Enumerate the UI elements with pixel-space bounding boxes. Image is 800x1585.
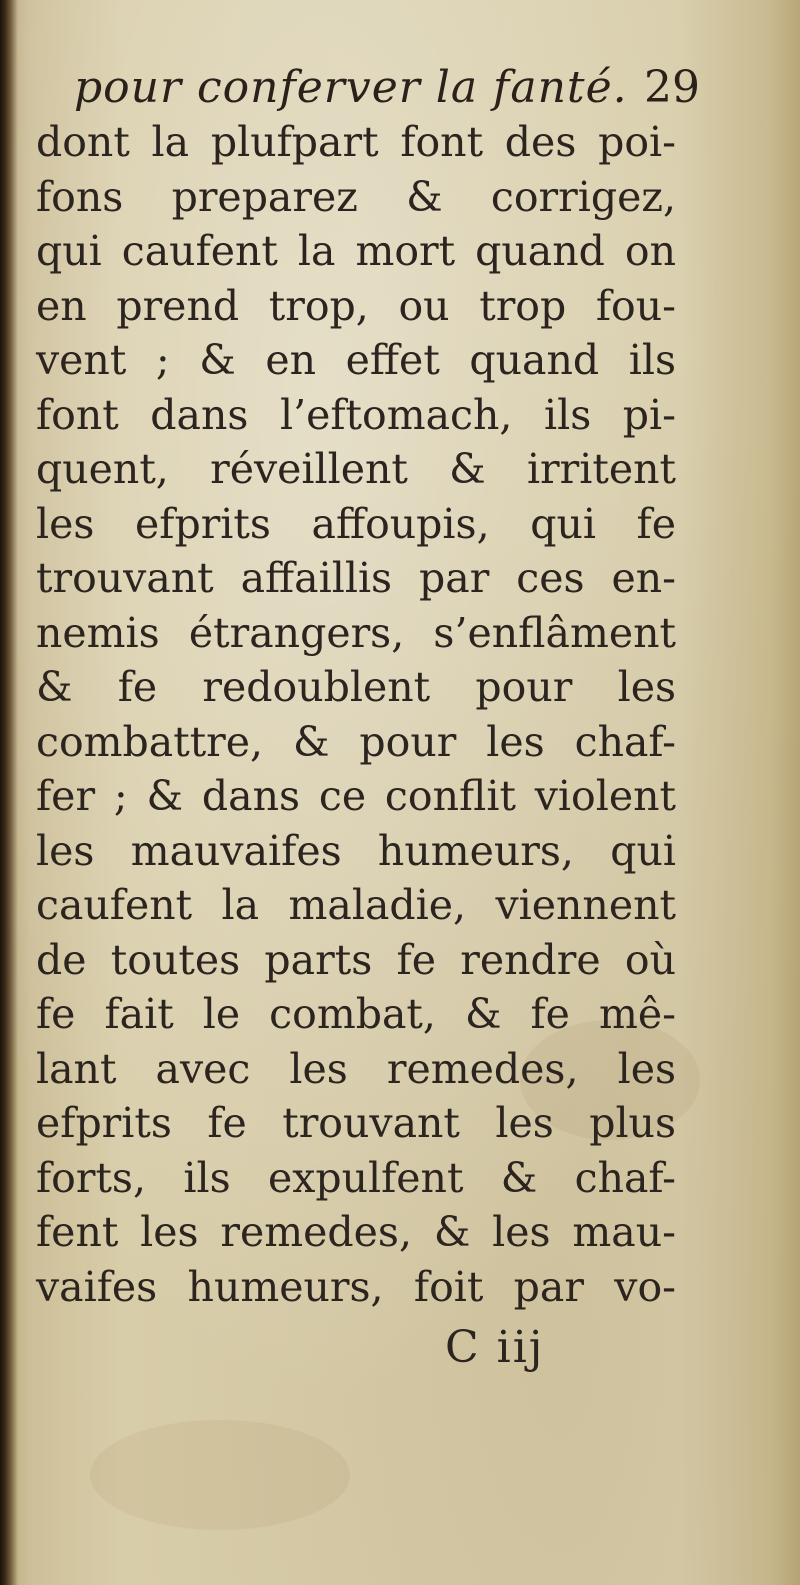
paper-stain — [90, 1420, 350, 1530]
text-line: dont la plufpart font des poi- — [36, 118, 676, 166]
text-line: lant avec les remedes, les — [36, 1044, 676, 1093]
text-line: fer ; & dans ce conflit violent — [36, 772, 676, 820]
page-binding-edge — [0, 0, 18, 1585]
text-line: fons preparez & corrigez, — [36, 172, 676, 221]
text-line: fe fait le combat, & fe mê- — [36, 990, 676, 1038]
text-line: quent, réveillent & irritent — [36, 445, 676, 493]
running-head: pour conferver la fanté. — [74, 62, 628, 113]
text-line: caufent la maladie, viennent — [36, 881, 676, 929]
page-header — [60, 62, 700, 120]
text-line: qui caufent la mort quand on — [36, 227, 676, 275]
text-line: efprits fe trouvant les plus — [36, 1099, 676, 1147]
text-line: vent ; & en effet quand ils — [36, 336, 676, 384]
text-line: les mauvaifes humeurs, qui — [36, 826, 676, 875]
body-text — [36, 115, 676, 1314]
text-line: de toutes parts fe rendre où — [36, 935, 676, 984]
text-line: nemis étrangers, s’enflâment — [36, 608, 676, 657]
text-line: fent les remedes, & les mau- — [36, 1208, 676, 1256]
text-line: en prend trop, ou trop fou- — [36, 281, 676, 330]
text-line: combattre, & pour les chaf- — [36, 717, 676, 766]
text-line: vaifes humeurs, foit par vo- — [36, 1262, 676, 1311]
text-line: les efprits affoupis, qui fe — [36, 499, 676, 548]
text-line: forts, ils expulfent & chaf- — [36, 1153, 676, 1202]
text-line: font dans l’eftomach, ils pi- — [36, 390, 676, 439]
text-line: trouvant affaillis par ces en- — [36, 554, 676, 602]
page-number: 29 — [644, 62, 700, 113]
text-line: & fe redoublent pour les — [36, 663, 676, 711]
signature-mark: C iij — [445, 1322, 545, 1373]
